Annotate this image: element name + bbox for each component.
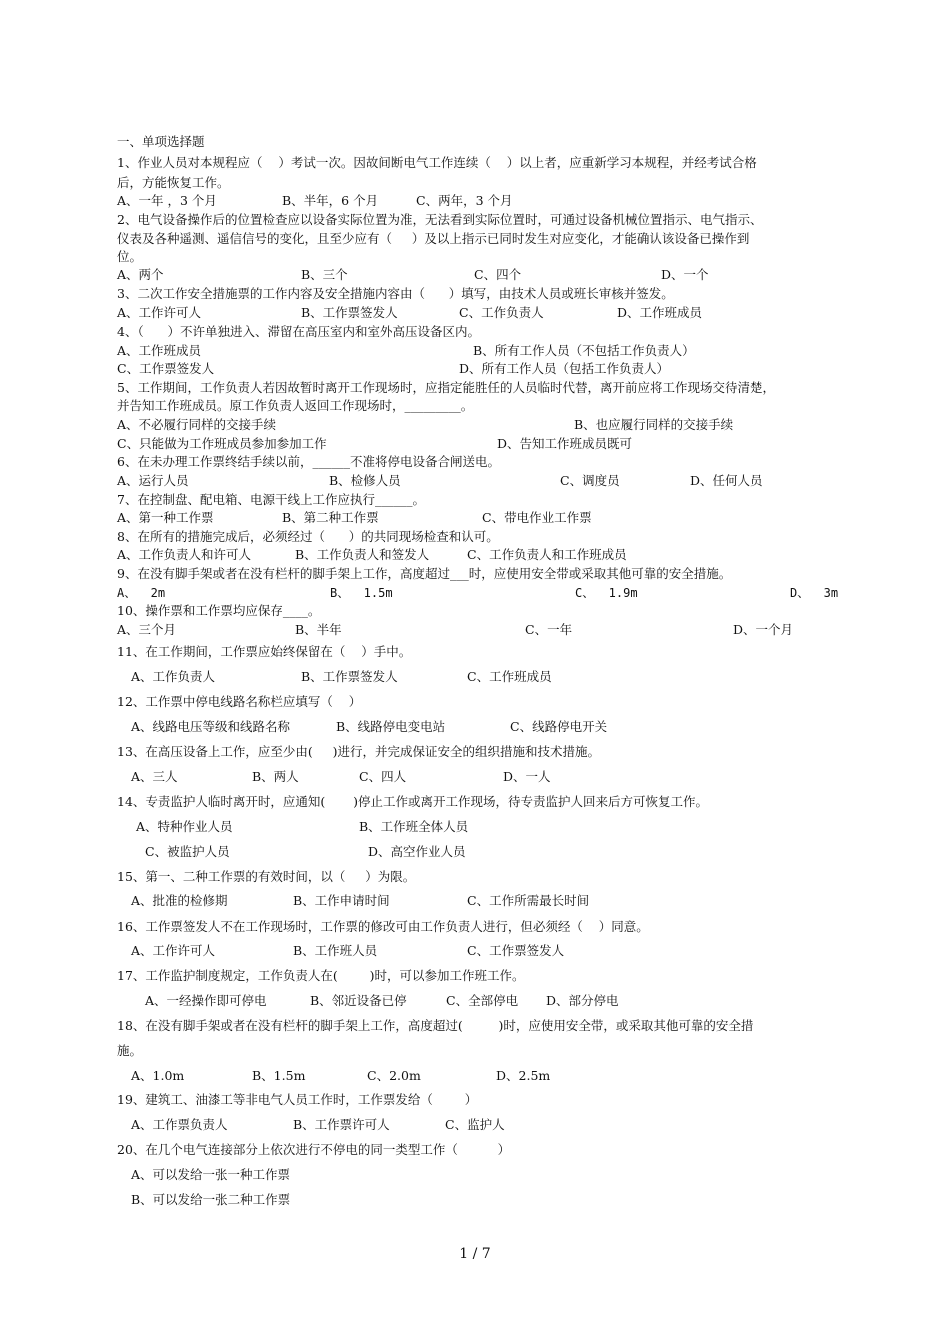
q18-option-b: B、1.5m: [252, 1068, 306, 1083]
question-14: 14、专责监护人临时离开时，应通知( )停止工作或离开工作现场，待专责监护人回来后方可恢复工作。: [117, 794, 708, 809]
q2-option-b: B、三个: [301, 267, 348, 282]
q15-option-b: B、工作申请时间: [293, 893, 390, 908]
question-5: 5、工作期间，工作负责人若因故暂时离开工作现场时，应指定能胜任的人员临时代替，离开前应将工作现场交待清楚，: [117, 380, 775, 395]
question-8: 8、在所有的措施完成后，必须经过（ ）的共同现场检查和认可。: [117, 529, 499, 544]
q3-option-c: C、工作负责人: [459, 305, 544, 320]
q10-option-d: D、一个月: [733, 622, 794, 637]
question-20: 20、在几个电气连接部分上依次进行不停电的同一类型工作（ ）: [117, 1142, 511, 1157]
q18-option-a: A、1.0m: [131, 1068, 185, 1083]
q8-option-c: C、工作负责人和工作班成员: [467, 547, 627, 562]
q4-option-b: B、所有工作人员（不包括工作负责人）: [473, 343, 695, 358]
q5-option-c: C、只能做为工作班成员参加参加工作: [117, 436, 327, 451]
q19-option-b: B、工作票许可人: [293, 1117, 390, 1132]
q10-option-c: C、一年: [525, 622, 573, 637]
q6-option-a: A、运行人员: [117, 473, 189, 488]
q10-option-a: A、三个月: [117, 622, 177, 637]
q9-option-d: D、 3m: [790, 586, 839, 600]
page-number: 1 / 7: [459, 1246, 491, 1262]
question-2: 2、电气设备操作后的位置检查应以设备实际位置为准，无法看到实际位置时，可通过设备机械位置指示、电气指示、: [117, 212, 763, 227]
q16-option-c: C、工作票签发人: [467, 943, 565, 958]
q10-option-b: B、半年: [295, 622, 342, 637]
q6-option-c: C、调度员: [560, 473, 620, 488]
question-11: 11、在工作期间，工作票应始终保留在（ ）手中。: [117, 644, 412, 659]
q7-option-b: B、第二种工作票: [282, 510, 379, 525]
q12-option-a: A、线路电压等级和线路名称: [131, 719, 291, 734]
question-2-cont2: 位。: [117, 249, 143, 264]
question-15: 15、第一、二种工作票的有效时间，以（ ）为限。: [117, 869, 416, 884]
q14-option-b: B、工作班全体人员: [359, 819, 469, 834]
q20-option-b: B、可以发给一张二种工作票: [131, 1192, 291, 1207]
q14-option-c: C、被监护人员: [145, 844, 230, 859]
question-13: 13、在高压设备上工作，应至少由( )进行，并完成保证安全的组织措施和技术措施。: [117, 744, 601, 759]
section-heading: 一、单项选择题: [117, 134, 205, 149]
q18-option-d: D、2.5m: [496, 1068, 551, 1083]
q13-option-c: C、四人: [359, 769, 407, 784]
question-3: 3、二次工作安全措施票的工作内容及安全措施内容由（ ）填写，由技术人员或班长审核并签发。: [117, 286, 674, 301]
q9-option-a: A、 2m: [117, 586, 166, 600]
q11-option-c: C、工作班成员: [467, 669, 552, 684]
q9-option-b: B、 1.5m: [330, 586, 393, 600]
question-10: 10、操作票和工作票均应保存____。: [117, 603, 321, 618]
q3-option-d: D、工作班成员: [617, 305, 703, 320]
q4-option-c: C、工作票签发人: [117, 361, 215, 376]
q17-option-d: D、部分停电: [546, 993, 619, 1008]
q4-option-a: A、工作班成员: [117, 343, 202, 358]
q14-option-a: A、特种作业人员: [136, 819, 233, 834]
q13-option-b: B、两人: [252, 769, 299, 784]
question-17: 17、工作监护制度规定，工作负责人在( )时，可以参加工作班工作。: [117, 968, 525, 983]
q7-option-a: A、第一种工作票: [117, 510, 214, 525]
q2-option-d: D、一个: [661, 267, 709, 282]
q17-option-b: B、邻近设备已停: [310, 993, 407, 1008]
q12-option-b: B、线路停电变电站: [336, 719, 446, 734]
q3-option-a: A、工作许可人: [117, 305, 202, 320]
question-1-cont: 后，方能恢复工作。: [117, 175, 230, 190]
question-9: 9、在没有脚手架或者在没有栏杆的脚手架上工作，高度超过___时，应使用安全带或采取其他可靠的安全措施。: [117, 566, 732, 581]
question-7: 7、在控制盘、配电箱、电源干线上工作应执行______。: [117, 492, 425, 507]
q16-option-b: B、工作班人员: [293, 943, 378, 958]
q11-option-b: B、工作票签发人: [301, 669, 398, 684]
q2-option-c: C、四个: [474, 267, 522, 282]
q15-option-a: A、批准的检修期: [131, 893, 228, 908]
q14-option-d: D、高空作业人员: [368, 844, 466, 859]
q7-option-c: C、带电作业工作票: [482, 510, 592, 525]
q20-option-a: A、可以发给一张一种工作票: [131, 1167, 291, 1182]
q5-option-b: B、也应履行同样的交接手续: [574, 417, 734, 432]
q18-option-c: C、2.0m: [367, 1068, 421, 1083]
q15-option-c: C、工作所需最长时间: [467, 893, 590, 908]
q12-option-c: C、线路停电开关: [510, 719, 608, 734]
q19-option-a: A、工作票负责人: [131, 1117, 228, 1132]
q8-option-a: A、工作负责人和许可人: [117, 547, 252, 562]
question-18: 18、在没有脚手架或者在没有栏杆的脚手架上工作，高度超过( )时，应使用安全带，或采取其他可靠的安全措: [117, 1018, 754, 1033]
q5-option-a: A、不必履行同样的交接手续: [117, 417, 277, 432]
q5-option-d: D、告知工作班成员既可: [497, 436, 633, 451]
question-1: 1、作业人员对本规程应（ ）考试一次。因故间断电气工作连续（ ）以上者，应重新学习本规程，并经考试合格: [117, 155, 757, 170]
question-5-cont: 并告知工作班成员。原工作负责人返回工作现场时，_________。: [117, 398, 474, 413]
q1-option-c: C、两年，3 个月: [416, 193, 513, 208]
q17-option-c: C、全部停电: [446, 993, 519, 1008]
q13-option-d: D、一人: [503, 769, 551, 784]
q3-option-b: B、工作票签发人: [301, 305, 398, 320]
question-19: 19、建筑工、油漆工等非电气人员工作时，工作票发给（ ）: [117, 1092, 478, 1107]
question-12: 12、工作票中停电线路名称栏应填写（ ）: [117, 694, 362, 709]
q11-option-a: A、工作负责人: [131, 669, 216, 684]
q2-option-a: A、两个: [117, 267, 164, 282]
q6-option-d: D、任何人员: [690, 473, 763, 488]
q13-option-a: A、三人: [131, 769, 178, 784]
q8-option-b: B、工作负责人和签发人: [295, 547, 430, 562]
q6-option-b: B、检修人员: [329, 473, 401, 488]
question-2-cont: 仪表及各种遥测、遥信信号的变化，且至少应有（ ）及以上指示已同时发生对应变化，才能确认该设备已操作到: [117, 231, 750, 246]
q4-option-d: D、所有工作人员（包括工作负责人）: [459, 361, 670, 376]
q19-option-c: C、监护人: [445, 1117, 505, 1132]
q9-option-c: C、 1.9m: [575, 586, 638, 600]
q1-option-a: A、一年 ，3 个月: [117, 193, 217, 208]
q16-option-a: A、工作许可人: [131, 943, 216, 958]
q17-option-a: A、一经操作即可停电: [145, 993, 267, 1008]
question-6: 6、在未办理工作票终结手续以前，______不准将停电设备合闸送电。: [117, 454, 500, 469]
question-16: 16、工作票签发人不在工作现场时，工作票的修改可由工作负责人进行，但必须经（ ）同意。: [117, 919, 649, 934]
question-18-cont: 施。: [117, 1043, 143, 1058]
q1-option-b: B、半年，6 个月: [282, 193, 379, 208]
question-4: 4、（ ）不许单独进入、滞留在高压室内和室外高压设备区内。: [117, 324, 481, 339]
